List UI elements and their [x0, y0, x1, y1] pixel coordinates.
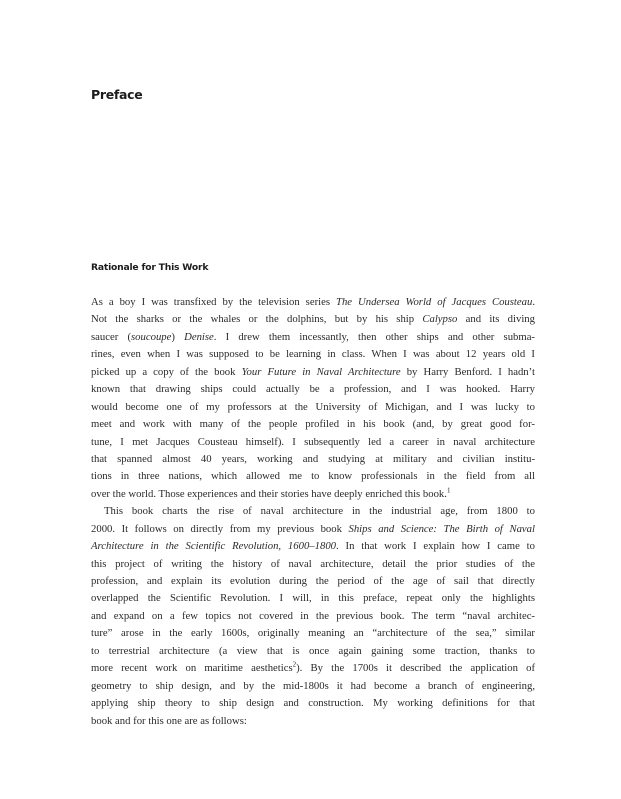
footnote-marker: 1	[446, 486, 451, 495]
text-line	[91, 573, 535, 590]
text-segment: 2000. It follows on directly from my previous book	[91, 522, 349, 535]
text-line	[91, 695, 535, 712]
text-segment: this project of writing the history of naval architecture, detail the prior studies of the	[91, 557, 535, 570]
text-line	[91, 468, 535, 485]
italic-text: Denise	[184, 330, 214, 343]
text-line	[91, 643, 535, 660]
text-line	[91, 590, 535, 607]
text-line	[91, 329, 535, 346]
text-segment: geometry to ship design, and by the mid-1800s it had become a branch of engineering,	[91, 679, 535, 692]
text-segment: overlapped the Scientific Revolution. I will, in this preface, repeat only the highlights	[91, 592, 535, 605]
text-segment: meet and work with many of the people profiled in his book (and, by great good for-	[91, 418, 535, 431]
text-segment: to terrestrial architecture (a view that is once again gaining some traction, thanks to	[91, 644, 535, 657]
italic-text: Ships and Science: The Birth of Naval	[348, 522, 535, 535]
italic-text: Your Future in Naval Architecture	[241, 365, 401, 378]
text-segment: and expand on a few topics not covered in the previous book. The term “naval architec-	[91, 609, 535, 622]
text-line	[91, 434, 535, 451]
italic-text: soucoupe	[131, 330, 172, 343]
text-segment: profession, and explain its evolution during the period of the age of sail that directly	[91, 575, 535, 587]
footnote-marker: 2	[292, 660, 297, 669]
text-segment: ture” arose in the early 1600s, originally meaning an “architecture of the sea,” similar	[91, 627, 535, 640]
text-line	[91, 346, 535, 363]
text-segment: book and for this one are as follows:	[91, 714, 247, 727]
text-line	[91, 503, 535, 520]
text-line	[91, 521, 535, 538]
text-line	[91, 713, 535, 730]
text-line	[91, 660, 535, 677]
text-segment: rines, even when I was supposed to be learning in class. When I was about 12 years old I	[91, 348, 535, 361]
text-line	[91, 538, 535, 555]
text-segment: . I drew them incessantly, then other ships and other subma-	[213, 330, 535, 343]
text-segment: ). By the 1700s it described the application of	[296, 662, 535, 675]
text-segment: As a boy I was transfixed by the television series	[91, 296, 336, 308]
text-segment: picked up a copy of the book	[91, 365, 242, 378]
text-segment: tune, I met Jacques Cousteau himself). I subsequently led a career in naval architecture	[91, 435, 535, 448]
text-segment: known that drawing ships could actually be a profession, and I was hooked. Harry	[91, 383, 535, 396]
text-segment: by Harry Benford. I hadn’t	[400, 365, 535, 378]
chapter-title: Preface	[91, 87, 143, 102]
text-line	[91, 486, 535, 503]
body-text	[91, 294, 535, 730]
text-segment: that spanned almost 40 years, working and studying at military and civilian institu-	[91, 452, 535, 465]
text-line	[91, 311, 535, 328]
italic-text: Calypso	[422, 313, 458, 326]
text-line	[91, 556, 535, 573]
section-heading: Rationale for This Work	[91, 262, 209, 273]
paragraph	[91, 503, 535, 730]
text-segment: This book charts the rise of naval architecture in the industrial age, from 1800 to	[104, 505, 535, 518]
text-line	[91, 294, 535, 311]
text-line	[91, 451, 535, 468]
text-line	[91, 608, 535, 625]
text-segment: tions in three nations, which allowed me to know professionals in the field from all	[91, 470, 535, 483]
text-line	[91, 625, 535, 642]
text-segment: more recent work on maritime aesthetics	[91, 662, 293, 675]
text-line	[91, 381, 535, 398]
text-segment: . In that work I explain how I came to	[336, 540, 535, 553]
text-line	[91, 399, 535, 416]
text-segment: )	[171, 330, 185, 343]
text-segment: applying ship theory to ship design and construction. My working definitions for that	[91, 697, 535, 710]
italic-text: Architecture in the Scientific Revolution, 1600–1800	[91, 540, 337, 553]
text-line	[91, 416, 535, 433]
paragraph	[91, 294, 535, 503]
text-segment: over the world. Those experiences and their stories have deeply enriched this book.	[91, 487, 447, 500]
text-segment: would become one of my professors at the University of Michigan, and I was lucky to	[91, 400, 535, 413]
text-line	[91, 678, 535, 695]
text-segment: saucer (	[91, 330, 132, 343]
italic-text: The Undersea World of Jacques Cousteau	[336, 296, 533, 308]
text-segment: and its diving	[457, 313, 535, 326]
text-line	[91, 364, 535, 381]
text-segment: .	[532, 296, 536, 308]
text-segment: Not the sharks or the whales or the dolphins, but by his ship	[91, 313, 423, 326]
